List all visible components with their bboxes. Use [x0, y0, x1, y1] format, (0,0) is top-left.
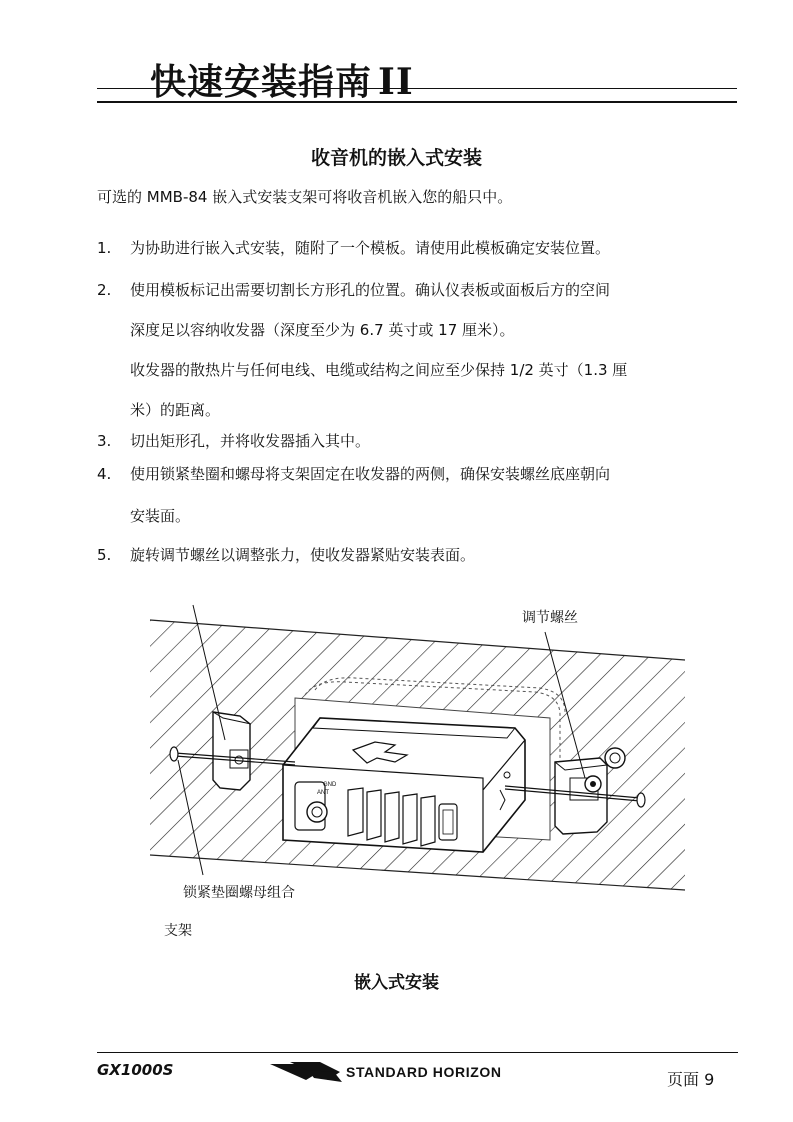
step-2-line-3: 收发器的散热片与任何电线、电缆或结构之间应至少保持 1/2 英寸（1.3 厘	[130, 361, 628, 379]
step-4-line-1: 使用锁紧垫圈和螺母将支架固定在收发器的两侧，确保安装螺丝底座朝向	[130, 465, 611, 483]
page-number: 页面 9	[667, 1070, 715, 1089]
label-bracket: 支架	[164, 923, 192, 939]
step-3-number: 3.	[97, 432, 112, 450]
figure-caption: 嵌入式安装	[354, 973, 439, 993]
step-4-line-2: 安装面。	[130, 507, 191, 525]
step-2-line-2: 深度足以容纳收发器（深度至少为 6.7 英寸或 17 厘米）。	[130, 321, 515, 339]
page-title-text: 快速安装指南	[150, 62, 373, 103]
gnd-label: GND	[323, 782, 337, 788]
label-lock-washer-nut: 锁紧垫圈螺母组合	[183, 885, 295, 901]
step-1-number: 1.	[97, 239, 112, 257]
footer-rule	[97, 1052, 738, 1053]
step-2-line-4: 米）的距离。	[130, 401, 221, 419]
step-4-number: 4.	[97, 465, 112, 483]
radio-transceiver	[283, 718, 525, 852]
section-title: 收音机的嵌入式安装	[310, 147, 482, 169]
label-adjusting-screw: 调节螺丝	[522, 610, 578, 626]
step-5-line-1: 旋转调节螺丝以调整张力，使收发器紧贴安装表面。	[130, 546, 476, 564]
ant-label: ANT	[317, 790, 329, 796]
footer-brand: STANDARD HORIZON	[346, 1064, 502, 1080]
step-1-line-1: 为协助进行嵌入式安装，随附了一个模板。请使用此模板确定安装位置。	[130, 239, 611, 257]
step-2-line-1: 使用模板标记出需要切割长方形孔的位置。确认仪表板或面板后方的空间	[130, 281, 611, 299]
intro-paragraph: 可选的 MMB-84 嵌入式安装支架可将收音机嵌入您的船只中。	[97, 188, 513, 206]
step-5-number: 5.	[97, 546, 112, 564]
flush-mount-illustration	[145, 600, 705, 900]
left-bracket	[213, 712, 251, 790]
step-3-line-1: 切出矩形孔，并将收发器插入其中。	[130, 432, 371, 450]
page-title	[150, 58, 414, 107]
footer-model: GX1000S	[97, 1061, 174, 1079]
page-title-roman: II	[378, 61, 414, 103]
step-2-number: 2.	[97, 281, 112, 299]
